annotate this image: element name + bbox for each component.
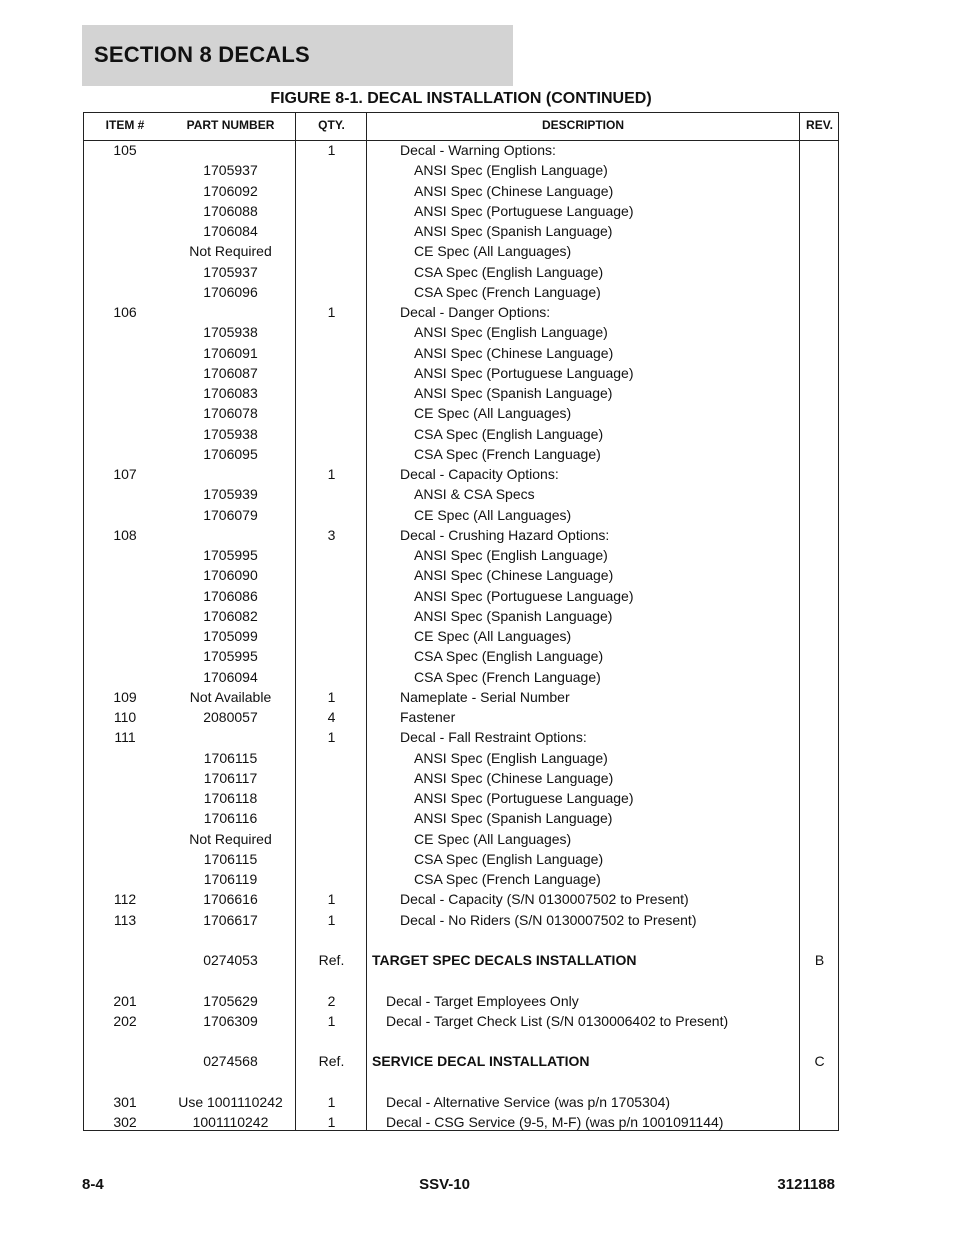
part-number-cell: 1706078 <box>203 405 258 422</box>
description-cell: Decal - Danger Options: <box>400 304 551 320</box>
description-cell: CSA Spec (English Language) <box>414 648 604 665</box>
revision-cell: B <box>814 952 825 968</box>
description-cell: ANSI Spec (Spanish Language) <box>414 223 613 239</box>
part-number-cell: 1706084 <box>203 223 258 239</box>
description-cell: CSA Spec (French Language) <box>414 668 601 685</box>
item-number-cell: 111 <box>114 729 136 746</box>
description-cell: Decal - Alternative Service (was p/n 1705304) <box>386 1093 671 1110</box>
footer-model: SSV-10 <box>419 1176 470 1193</box>
quantity-cell: 1 <box>327 891 336 908</box>
description-cell: ANSI Spec (Chinese Language) <box>414 567 614 584</box>
table-row <box>84 646 838 666</box>
figure-title: FIGURE 8-1. DECAL INSTALLATION (CONTINUED) <box>270 90 652 107</box>
description-cell: ANSI Spec (Portuguese Language) <box>414 202 634 219</box>
section-header-band <box>82 25 513 86</box>
part-number-cell: 1706115 <box>203 850 258 867</box>
table-row <box>84 241 838 261</box>
part-number-cell: 1706096 <box>203 283 258 300</box>
description-cell: CE Spec (All Languages) <box>414 628 572 644</box>
description-cell: CSA Spec (English Language) <box>414 850 604 867</box>
table-row <box>84 829 838 849</box>
table-row <box>84 363 838 383</box>
part-number-cell: 1705937 <box>203 263 258 280</box>
table-row <box>84 1112 838 1132</box>
table-row <box>84 424 838 444</box>
part-number-cell: 1705995 <box>203 547 258 563</box>
part-number-cell: 1706087 <box>203 364 258 381</box>
part-number-cell: 1706116 <box>203 810 258 827</box>
table-row <box>84 322 838 342</box>
part-number-cell: 1706115 <box>203 749 258 766</box>
table-header-row <box>84 113 838 141</box>
table-row <box>84 707 838 727</box>
table-row <box>84 505 838 525</box>
item-number-cell: 113 <box>113 911 137 928</box>
part-number-cell: 1706118 <box>203 790 258 806</box>
part-number-cell: 1706617 <box>203 911 258 928</box>
description-cell: Decal - Crushing Hazard Options: <box>400 526 610 543</box>
description-cell: ANSI Spec (English Language) <box>414 749 608 766</box>
quantity-cell: 1 <box>327 142 336 158</box>
part-number-cell: 1706091 <box>203 344 258 361</box>
table-row <box>84 991 838 1011</box>
table-row <box>84 808 838 828</box>
part-number-cell: 1705937 <box>203 162 258 179</box>
table-row <box>84 525 838 545</box>
part-number-cell: 1705629 <box>203 992 258 1009</box>
part-number-cell: 2080057 <box>203 709 258 725</box>
table-row <box>84 484 838 504</box>
part-number-cell: 1706094 <box>203 668 258 685</box>
table-row <box>84 1011 838 1031</box>
item-number-cell: 202 <box>113 1012 137 1029</box>
quantity-cell: Ref. <box>318 952 345 968</box>
table-row <box>84 262 838 282</box>
description-cell: ANSI Spec (Portuguese Language) <box>414 587 634 604</box>
part-number-cell: 1705099 <box>203 628 258 644</box>
part-number-cell: 0274568 <box>203 1053 258 1070</box>
quantity-cell: 1 <box>327 729 336 746</box>
description-cell: ANSI Spec (Spanish Language) <box>414 810 613 827</box>
item-number-cell: 302 <box>113 1114 137 1130</box>
item-number-cell: 301 <box>113 1093 137 1110</box>
table-row <box>84 1031 838 1051</box>
header-description: DESCRIPTION <box>541 118 624 132</box>
header-item: ITEM # <box>105 118 145 132</box>
description-cell: ANSI Spec (English Language) <box>414 547 608 563</box>
footer-page-number: 8-4 <box>82 1176 104 1193</box>
part-number-cell: Not Required <box>189 830 272 847</box>
quantity-cell: 1 <box>327 688 336 705</box>
table-row <box>84 626 838 646</box>
part-number-cell: 1706086 <box>203 587 258 604</box>
description-cell: CE Spec (All Languages) <box>414 405 572 422</box>
quantity-cell: 1 <box>327 1012 336 1029</box>
description-cell: CSA Spec (English Language) <box>414 263 604 280</box>
description-cell: ANSI Spec (Portuguese Language) <box>414 790 634 806</box>
part-number-cell: 1706079 <box>203 506 258 523</box>
item-number-cell: 112 <box>113 891 137 908</box>
decal-parts-table <box>83 112 839 1131</box>
table-row <box>84 302 838 322</box>
description-cell: Decal - CSG Service (9-5, M-F) (was p/n 1001091144) <box>386 1114 724 1130</box>
section-title: SECTION 8 DECALS <box>94 42 310 67</box>
description-cell: ANSI & CSA Specs <box>414 486 535 503</box>
table-row <box>84 869 838 889</box>
description-cell: CSA Spec (French Language) <box>414 871 601 887</box>
table-row <box>84 464 838 484</box>
quantity-cell: 1 <box>327 466 336 482</box>
description-cell: CSA Spec (French Language) <box>414 445 601 462</box>
table-row <box>84 1051 838 1071</box>
item-number-cell: 108 <box>113 526 137 543</box>
table-row <box>84 282 838 302</box>
quantity-cell: 4 <box>327 709 336 725</box>
description-cell: Decal - Warning Options: <box>400 142 556 158</box>
description-cell: CE Spec (All Languages) <box>414 243 572 260</box>
part-number-cell: 1706095 <box>203 445 258 462</box>
description-cell: Decal - No Riders (S/N 0130007502 to Present) <box>400 911 697 928</box>
description-cell: ANSI Spec (English Language) <box>414 162 608 179</box>
part-number-cell: 1706082 <box>203 607 258 624</box>
table-row <box>84 910 838 930</box>
table-row <box>84 201 838 221</box>
description-cell: ANSI Spec (Chinese Language) <box>414 344 614 361</box>
revision-cell: C <box>814 1053 825 1070</box>
part-number-cell: Not Available <box>189 688 272 705</box>
part-number-cell: 1705995 <box>203 648 258 665</box>
part-number-cell: 1706090 <box>203 567 258 584</box>
quantity-cell: 1 <box>327 1114 336 1130</box>
description-cell: Decal - Target Employees Only <box>386 992 579 1009</box>
part-number-cell: 1706119 <box>203 871 258 887</box>
table-row <box>84 1072 838 1092</box>
description-cell: Decal - Capacity Options: <box>400 466 559 482</box>
table-row <box>84 160 838 180</box>
table-row <box>84 970 838 990</box>
item-number-cell: 107 <box>113 466 137 482</box>
table-row <box>84 849 838 869</box>
quantity-cell: 1 <box>327 304 336 320</box>
description-cell: TARGET SPEC DECALS INSTALLATION <box>372 952 637 968</box>
description-cell: Decal - Fall Restraint Options: <box>400 729 587 746</box>
description-cell: CSA Spec (English Language) <box>414 425 604 442</box>
description-cell: CE Spec (All Languages) <box>414 830 572 847</box>
description-cell: ANSI Spec (Spanish Language) <box>414 385 613 401</box>
part-number-cell: 1706117 <box>203 769 258 786</box>
table-row <box>84 221 838 241</box>
description-cell: Decal - Capacity (S/N 0130007502 to Present) <box>400 891 689 908</box>
table-row <box>84 140 838 160</box>
table-row <box>84 444 838 464</box>
description-cell: CE Spec (All Languages) <box>414 506 572 523</box>
item-number-cell: 201 <box>113 992 137 1009</box>
table-row <box>84 606 838 626</box>
header-qty: QTY. <box>318 118 345 132</box>
table-row <box>84 950 838 970</box>
description-cell: Nameplate - Serial Number <box>400 688 570 705</box>
footer-doc-number: 3121188 <box>777 1176 835 1193</box>
table-row <box>84 748 838 768</box>
item-number-cell: 110 <box>113 709 137 725</box>
description-cell: ANSI Spec (Chinese Language) <box>414 182 614 199</box>
table-row <box>84 1092 838 1112</box>
header-part-number: PART NUMBER <box>186 118 275 132</box>
table-row <box>84 788 838 808</box>
quantity-cell: Ref. <box>318 1053 345 1070</box>
table-row <box>84 586 838 606</box>
table-row <box>84 565 838 585</box>
part-number-cell: 1706309 <box>203 1012 258 1029</box>
part-number-cell: 1705938 <box>203 425 258 442</box>
table-row <box>84 930 838 950</box>
description-cell: SERVICE DECAL INSTALLATION <box>372 1053 590 1070</box>
table-row <box>84 768 838 788</box>
description-cell: Decal - Target Check List (S/N 0130006402 to Present) <box>386 1012 729 1029</box>
table-row <box>84 667 838 687</box>
part-number-cell: 1706083 <box>203 385 258 401</box>
description-cell: CSA Spec (French Language) <box>414 283 601 300</box>
description-cell: ANSI Spec (Spanish Language) <box>414 607 613 624</box>
description-cell: ANSI Spec (Portuguese Language) <box>414 364 634 381</box>
part-number-cell: 1705939 <box>203 486 258 503</box>
item-number-cell: 106 <box>113 304 137 320</box>
table-row <box>84 889 838 909</box>
table-row <box>84 545 838 565</box>
part-number-cell: Not Required <box>189 243 272 260</box>
description-cell: Fastener <box>400 709 456 725</box>
part-number-cell: 0274053 <box>203 952 258 968</box>
item-number-cell: 109 <box>113 688 137 705</box>
part-number-cell: 1706616 <box>203 891 258 908</box>
quantity-cell: 1 <box>327 911 336 928</box>
table-row <box>84 403 838 423</box>
part-number-cell: 1706092 <box>203 182 258 199</box>
item-number-cell: 105 <box>113 142 137 158</box>
table-row <box>84 727 838 747</box>
table-row <box>84 181 838 201</box>
part-number-cell: 1705938 <box>203 324 258 341</box>
quantity-cell: 3 <box>327 526 336 543</box>
header-rev: REV. <box>806 118 833 132</box>
description-cell: ANSI Spec (Chinese Language) <box>414 769 614 786</box>
quantity-cell: 1 <box>327 1093 336 1110</box>
table-row <box>84 687 838 707</box>
quantity-cell: 2 <box>327 992 336 1009</box>
table-row <box>84 343 838 363</box>
part-number-cell: 1001110242 <box>192 1114 269 1130</box>
description-cell: ANSI Spec (English Language) <box>414 324 608 341</box>
part-number-cell: 1706088 <box>203 202 258 219</box>
part-number-cell: Use 1001110242 <box>178 1093 283 1110</box>
table-row <box>84 383 838 403</box>
